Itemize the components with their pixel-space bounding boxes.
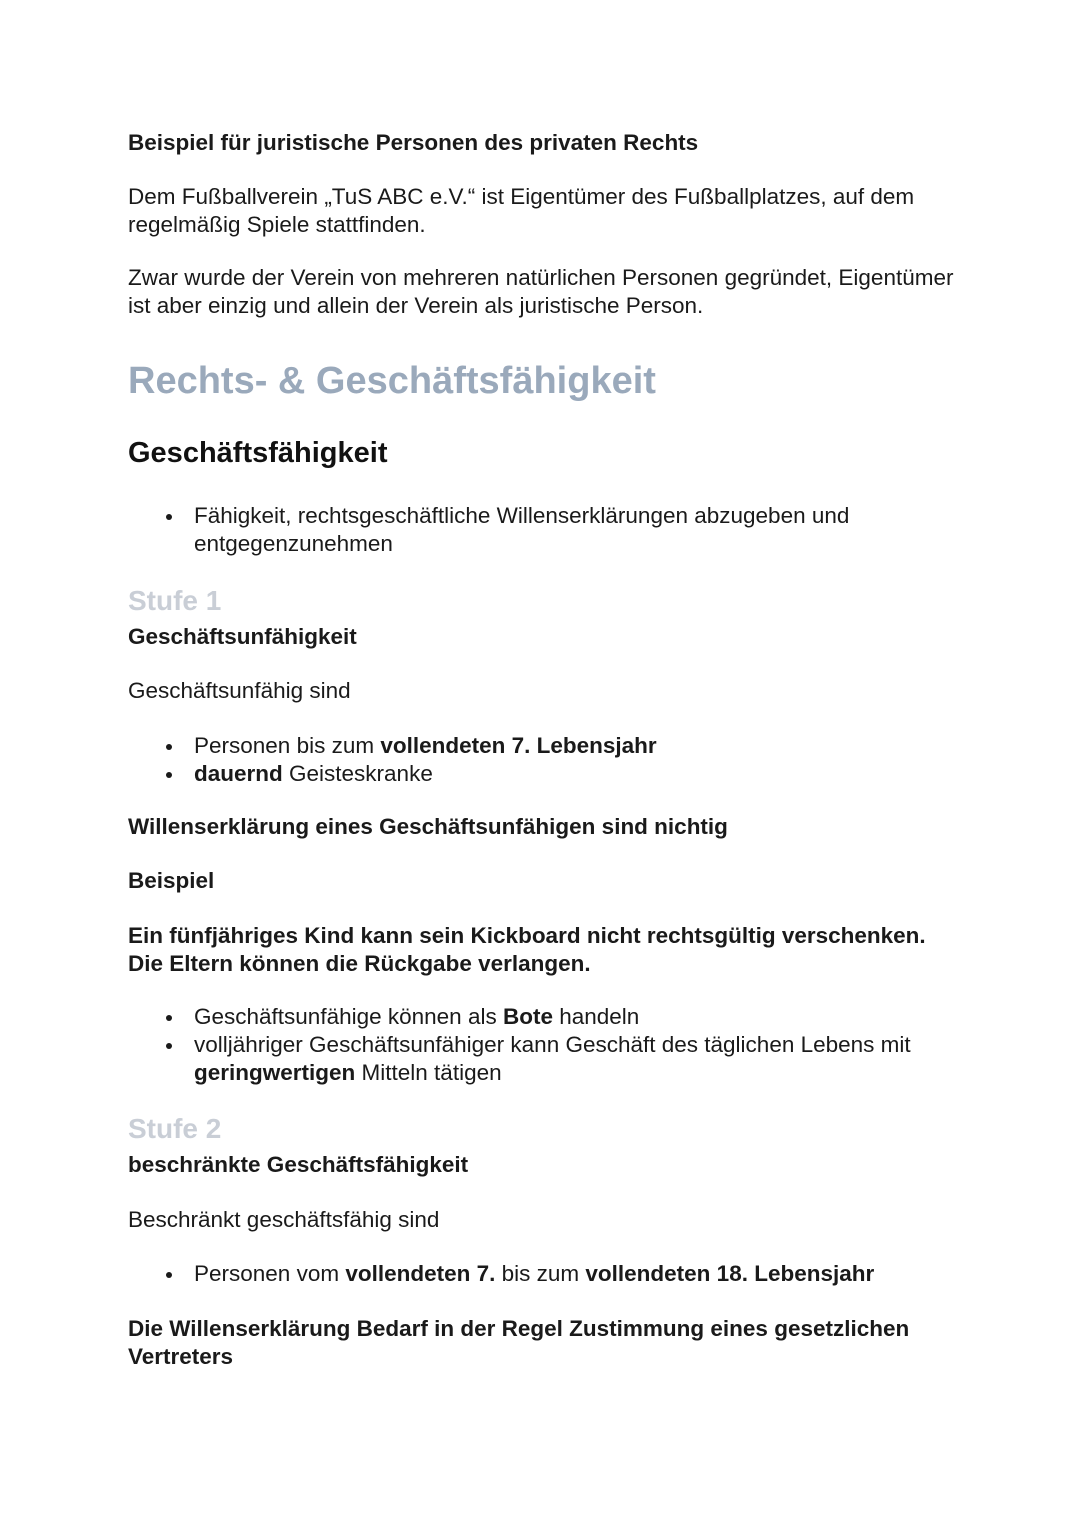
stufe2-list <box>128 1260 960 1288</box>
section-title: Rechts- & Geschäftsfähigkeit <box>128 360 656 402</box>
example-text: Ein fünfjähriges Kind kann sein Kickboard nicht rechtsgültig verschenken. Die Eltern können die Rückgabe verlangen. <box>128 923 926 976</box>
stufe1-intro: Geschäftsunfähig sind <box>128 678 351 703</box>
stufe2-rule: Die Willenserklärung Bedarf in der Regel Zustimmung eines gesetzlichen Vertreters <box>128 1316 910 1369</box>
stufe1-notes <box>128 1003 960 1087</box>
example-heading: Beispiel für juristische Personen des privaten Rechts <box>128 130 699 155</box>
stufe2-label: Stufe 2 <box>128 1113 222 1144</box>
definition-item: Fähigkeit, rechtsgeschäftliche Willenserklärungen abzugeben und entgegenzunehmen <box>128 502 960 558</box>
example-paragraph-2: Zwar wurde der Verein von mehreren natürlichen Personen gegründet, Eigentümer ist aber einzig und allein der Verein als juristische Person. <box>128 265 954 318</box>
stufe2-intro: Beschränkt geschäftsfähig sind <box>128 1207 440 1232</box>
stufe2-title: beschränkte Geschäftsfähigkeit <box>128 1152 469 1177</box>
list-item: volljähriger Geschäftsunfähiger kann Geschäft des täglichen Lebens mit geringwertigen Mitteln tätigen <box>128 1031 960 1087</box>
subsection-title: Geschäftsfähigkeit <box>128 437 388 469</box>
stufe1-title: Geschäftsunfähigkeit <box>128 624 357 649</box>
stufe1-list <box>128 732 960 788</box>
list-item: Personen bis zum vollendeten 7. Lebensjahr <box>128 732 960 760</box>
list-item: dauernd Geisteskranke <box>128 760 960 788</box>
definition-list <box>128 502 960 558</box>
list-item: Personen vom vollendeten 7. bis zum vollendeten 18. Lebensjahr <box>128 1260 960 1288</box>
stufe1-label: Stufe 1 <box>128 585 222 616</box>
example-paragraph-1: Dem Fußballverein „TuS ABC e.V.“ ist Eigentümer des Fußballplatzes, auf dem regelmäßig Spiele stattfinden. <box>128 184 915 237</box>
example-label: Beispiel <box>128 868 215 893</box>
stufe1-rule: Willenserklärung eines Geschäftsunfähigen sind nichtig <box>128 814 728 839</box>
list-item: Geschäftsunfähige können als Bote handeln <box>128 1003 960 1031</box>
